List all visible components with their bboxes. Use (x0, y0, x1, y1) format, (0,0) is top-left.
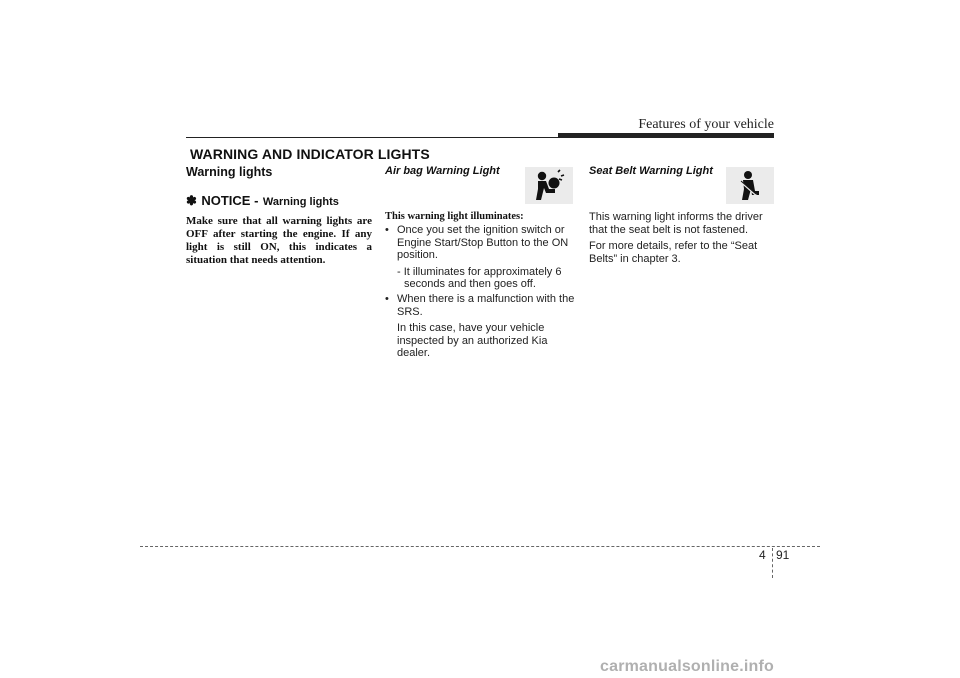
airbag-warning-icon (525, 167, 573, 204)
header-rule-accent (558, 133, 774, 138)
seatbelt-paragraph-2: For more details, refer to the “Seat Belts” in chapter 3. (589, 240, 758, 265)
chapter-number: 4 (759, 548, 766, 562)
notice-body: Make sure that all warning lights are OFF after starting the engine. If any light is still ON, this indicates a situation that needs attention. (186, 215, 372, 266)
notice-star-icon: ✽ (186, 193, 197, 208)
notice-title (186, 192, 372, 210)
warning-lights-column (186, 165, 372, 267)
page-number-separator (772, 548, 773, 578)
airbag-bullet-1-text: Once you set the ignition switch or Engine Start/Stop Button to the ON position. (397, 224, 569, 262)
bullet-icon: • (385, 292, 389, 305)
airbag-bullet-2-text: When there is a malfunction with the SRS. (397, 292, 575, 318)
seatbelt-warning-icon (726, 167, 774, 204)
airbag-bullet-2-para: In this case, have your vehicle inspected by an authorized Kia dealer. (397, 322, 548, 360)
page-number: 91 (776, 548, 790, 562)
notice-subtitle: Warning lights (262, 196, 339, 208)
bullet-icon: • (385, 224, 389, 236)
airbag-bullet-1-sub: - It illuminates for approximately 6 seconds and then goes off. (397, 265, 562, 291)
airbag-lead: This warning light illuminates: (385, 211, 524, 222)
section-heading: WARNING AND INDICATOR LIGHTS (190, 146, 430, 162)
airbag-bullet-1 (385, 224, 575, 262)
footer-rule (140, 546, 820, 547)
seatbelt-paragraph-1: This warning light informs the driver that the seat belt is not fastened. (589, 211, 763, 236)
watermark: carmanualsonline.info (600, 658, 775, 675)
seatbelt-title: Seat Belt Warning Light (589, 165, 713, 177)
page-header (0, 0, 960, 170)
airbag-title: Air bag Warning Light (385, 165, 500, 177)
airbag-bullet-2 (385, 293, 575, 318)
notice-label: NOTICE - (201, 193, 259, 208)
warning-lights-heading: Warning lights (186, 165, 273, 179)
header-title: Features of your vehicle (638, 117, 774, 132)
